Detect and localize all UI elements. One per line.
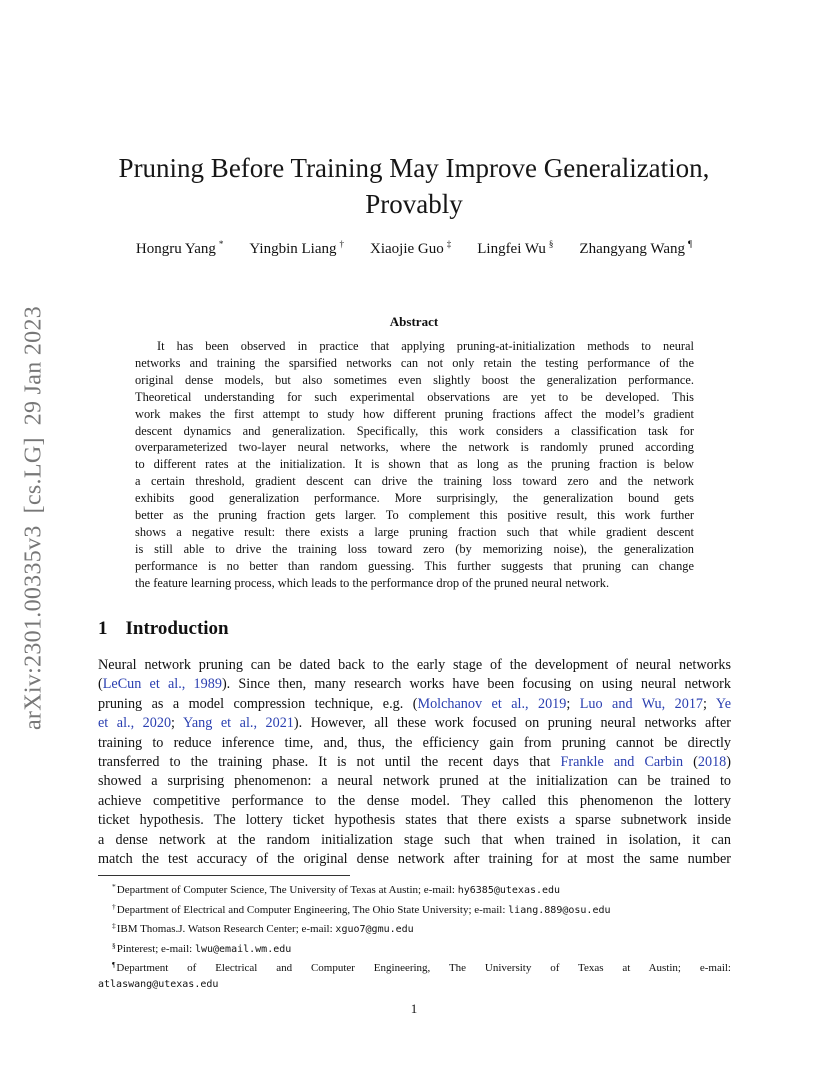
abstract-line: the feature learning process, which leads to the performance drop of the pruned neural network. [135,575,610,590]
author [136,239,224,258]
author [477,239,553,258]
footnote-mark: ¶ [112,960,116,969]
footnotes [98,879,731,992]
abstract-line: original dense models, but also sometimes even slightly boost the generalization performance. [135,372,694,387]
abstract-line: exhibits good generalization performance. More surprisingly, the generalization bound gets [135,491,694,506]
text: ( [98,676,103,693]
paper-title [90,150,738,222]
citation-link[interactable]: 2018 [697,754,727,771]
text: ). However, all these work focused on pruning neural networks after [293,715,731,732]
footnote-mark: * [112,882,116,891]
author-name: Xiaojie Guo [370,241,444,257]
footnote-mark: † [112,901,116,911]
section-number: 1 [98,618,108,639]
author-affiliation-mark: * [218,239,224,249]
author-affiliation-mark: ¶ [688,239,693,249]
author [249,239,344,258]
intro-line [98,753,731,772]
author-name: Zhangyang Wang [579,241,685,257]
footnote-first-line [112,957,731,977]
abstract-heading: Abstract [389,314,439,329]
text: ; [171,715,184,732]
text: ; [703,695,716,712]
abstract-line: networks and training the sparsified networks can not only retain the testing performance of the [135,355,694,370]
arxiv-category: [cs.LG] [20,437,47,514]
intro-line: training to reduce inference time, and, thus, the efficiency gain from pruning cannot be directly [98,734,731,751]
author-affiliation-mark: § [548,239,554,249]
intro-line: ticket hypothesis. The lottery ticket hypothesis states that there exists a sparse subnetwork inside [98,812,731,829]
footnote-email[interactable]: hy6385@utexas.edu [457,885,561,896]
abstract-body [135,338,694,592]
section-heading-introduction [98,618,229,640]
author-list [90,239,738,258]
abstract-line: performance is no better than random guessing. This further suggests that pruning can change [135,558,694,573]
author-affiliation-mark: † [339,239,344,249]
text: pruning as a model compression technique, e.g. ( [98,695,418,712]
abstract-line: a certain threshold, gradient descent can drive the training loss toward zero and the network [135,474,694,489]
text: ; [566,695,580,712]
footnote-text: IBM Thomas.J. Watson Research Center; e-mail: [116,923,336,935]
abstract-line: to different rates at the initialization. It is shown that as long as the pruning fraction is below [135,457,694,472]
footnote [98,938,731,958]
footnote-text: Department of Electrical and Computer Engineering, The University of Texas at Austin; e-mail: [116,962,731,974]
abstract-line: shows a negative result: there exists a large pruning fraction such that while gradient descent [135,524,694,539]
footnote-email[interactable]: atlaswang@utexas.edu [98,978,219,990]
text: ). Since then, many research works have been focusing on using neural network [221,676,731,693]
intro-line: Neural network pruning can be dated back to the early stage of the development of neural networks [98,657,731,673]
text: ) [726,754,731,771]
footnote [98,899,731,919]
author-name: Yingbin Liang [249,241,337,257]
section-title: Introduction [125,618,229,639]
text: transferred to the training phase. It is not until the recent days that [98,754,561,771]
intro-line [98,675,731,694]
text: ( [683,754,698,771]
footnote-mark: ‡ [112,921,116,930]
citation-link[interactable]: Molchanov et al., 2019 [417,695,567,712]
footnote [98,879,731,899]
author [370,239,451,258]
citation-link[interactable]: Yang et al., 2021 [183,715,294,732]
footnote-email[interactable]: xguo7@gmu.edu [335,924,414,935]
abstract-line: work makes the first attempt to study how different pruning fractions affect the model’s gradient [135,406,694,421]
author-name: Lingfei Wu [477,241,546,257]
author [579,239,692,258]
abstract-line: is still able to drive the training loss toward zero (by memorizing noise), the generalization [135,541,694,556]
footnote-text: Department of Computer Science, The University of Texas at Austin; e-mail: [116,884,458,896]
citation-link[interactable]: Frankle and Carbin [560,754,684,771]
abstract-line: overparameterized two-layer neural networks, where the network is randomly pruned according [135,440,694,455]
arxiv-date: 29 Jan 2023 [20,305,47,426]
intro-line: achieve competitive performance to the dense model. They called this phenomenon the lottery [98,792,731,809]
author-affiliation-mark: ‡ [446,239,452,249]
intro-line [98,714,731,733]
citation-link[interactable]: Luo and Wu, 2017 [579,695,704,712]
arxiv-stamp [21,294,48,730]
footnote [98,957,731,977]
footnote-text: Pinterest; e-mail: [116,942,195,955]
abstract-line: better as the pruning fraction gets larger. To complement this positive result, this work further [135,508,694,523]
intro-line: match the test accuracy of the original dense network after training for at most the same number [98,851,731,868]
citation-link[interactable]: Ye [715,695,731,712]
title-line: Provably [365,189,463,219]
abstract-line: Theoretical understanding for such experimental observations are yet to be developed. This [135,389,694,404]
footnote [98,918,731,938]
footnote-email[interactable]: liang.889@osu.edu [508,904,611,916]
arxiv-id: arXiv:2301.00335v3 [20,525,47,731]
page-number: 1 [410,1001,418,1016]
footnote-email[interactable]: lwu@email.wm.edu [194,943,292,955]
introduction-body [98,656,731,869]
abstract-line: descent dynamics and generalization. Specifically, this work considers a classification task for [135,423,694,438]
footnote-continuation [98,977,731,993]
author-name: Hongru Yang [135,241,216,257]
citation-link[interactable]: et al., 2020 [98,715,172,732]
footnote-divider [98,875,350,876]
citation-link[interactable]: LeCun et al., 1989 [102,676,222,693]
intro-line [98,695,731,714]
intro-line: showed a surprising phenomenon: a neural network pruned at the initialization can be trained to [98,773,731,790]
intro-line: a dense network at the random initialization stage such that when trained in isolation, it can [98,831,731,848]
footnote-mark: § [112,940,116,950]
title-line: Pruning Before Training May Improve Generalization, [118,153,710,183]
footnote-text: Department of Electrical and Computer Engineering, The Ohio State University; e-mail: [116,903,509,916]
abstract-line: It has been observed in practice that applying pruning-at-initialization methods to neural [157,339,694,353]
